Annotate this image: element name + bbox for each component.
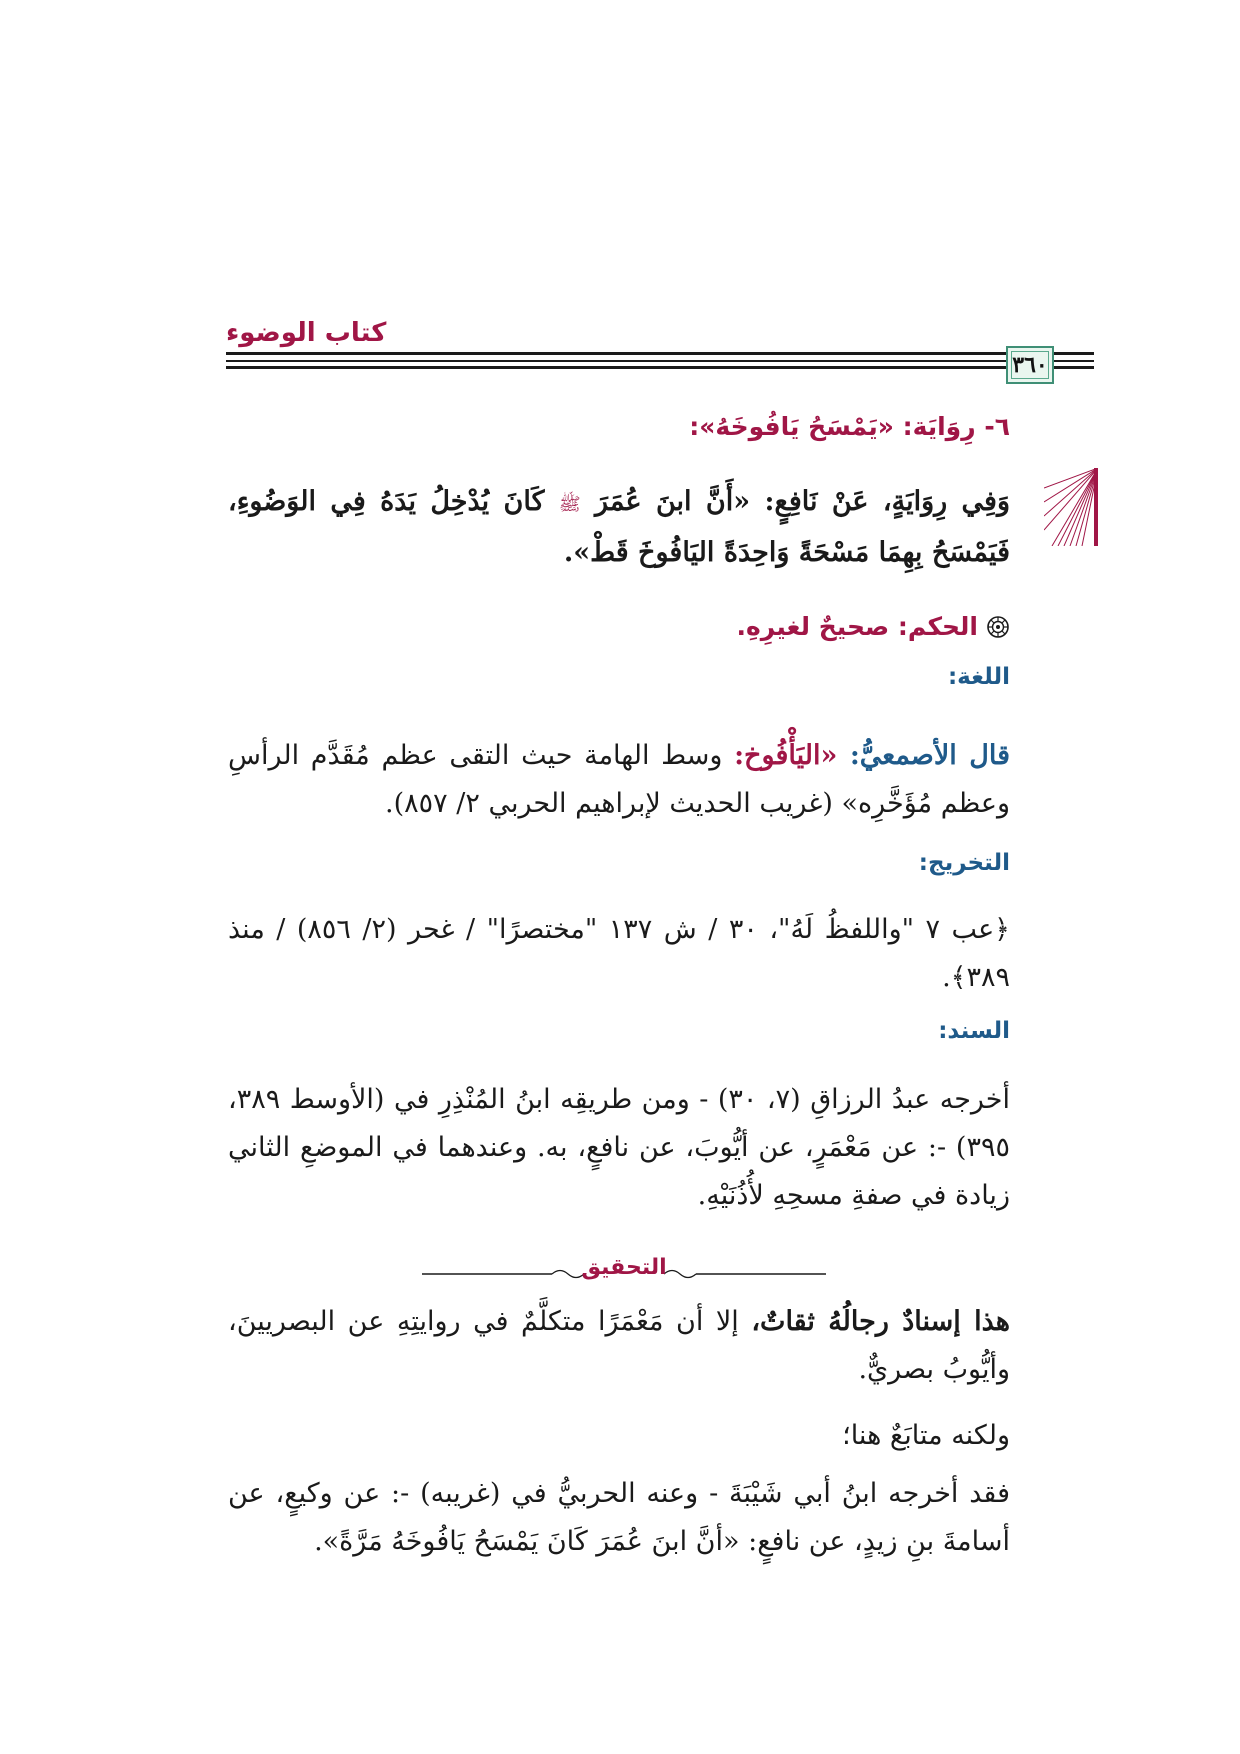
hadith-text-a: أَنَّ ابنَ عُمَرَ: [580, 486, 734, 517]
header-rule-bottom: [226, 366, 1010, 369]
ruling-line: [228, 612, 1010, 641]
takhrij-heading: التخريج:: [918, 850, 1010, 876]
header-rule-right-mid: [1050, 360, 1094, 362]
tahqiq-title: التحقيق: [581, 1255, 667, 1280]
corner-ornament-icon: [1044, 468, 1098, 546]
hadith-text-b: كَانَ يُدْخِلُ يَدَهُ فِي الوَضُوءِ، فَيَمْسَحُ بِهِمَا مَسْحَةً وَاحِدَةً اليَافُوخَ قَطْ: [228, 486, 1010, 568]
header-rule-mid: [226, 360, 1010, 362]
ruling-value: صحيحٌ لغيرِهِ.: [736, 612, 890, 641]
section-number: ٦-: [984, 412, 1010, 441]
section-heading: [228, 412, 1010, 441]
hadith-outro: ».: [563, 537, 591, 568]
tahqiq-paragraph-2: ولكنه متابَعٌ هنا؛: [842, 1420, 1010, 1451]
header-rule-right-top: [1050, 352, 1094, 355]
tahqiq-p1-rest: إلا أن مَعْمَرًا متكلَّمٌ في روايتِهِ عن البصريينَ، وأيُّوبُ بصريٌّ.: [228, 1306, 1010, 1385]
tahqiq-paragraph-1: [228, 1298, 1010, 1394]
running-header-book-title: كتاب الوضوء: [226, 318, 387, 348]
header-rule-right-bottom: [1050, 366, 1094, 369]
sanad-text: أخرجه عبدُ الرزاقِ (٧، ٣٠) - ومن طريقِه ابنُ المُنْذِرِ في (الأوسط ٣٨٩، ٣٩٥) -: عن مَعْمَرٍ، عن أيُّوبَ، عن نافعٍ، به. وعندهما في الموضعِ الثاني زيادة في صفةِ مسحِهِ لأُذُنَيْهِ.: [228, 1084, 1010, 1211]
lugha-heading: اللغة:: [947, 664, 1010, 690]
honorific-ligature: ﷺ: [558, 494, 581, 515]
section-title: رِوَايَة: «يَمْسَحُ يَافُوخَهُ»:: [689, 412, 976, 441]
page-number: ٣٦٠: [1012, 352, 1048, 378]
lugha-text: وسط الهامة حيث التقى عظم مُقَدَّم الرأسِ وعظم مُؤَخَّرِه» (غريب الحديث لإبراهيم الحربي ٢/ ٨٥٧).: [228, 740, 1010, 819]
sanad-heading: السند:: [938, 1018, 1010, 1044]
hadith-text: [228, 478, 1010, 577]
rosette-icon: [986, 615, 1010, 639]
ruling-label: الحكم:: [897, 612, 978, 641]
hadith-intro: وَفِي رِوَايَةٍ، عَنْ نَافِعٍ: «: [733, 486, 1010, 517]
header-rule-top: [226, 352, 1010, 355]
lugha-term: «اليَأْفُوخ:: [734, 740, 838, 771]
lugha-paragraph: [228, 732, 1010, 828]
tahqiq-p1-bold: هذا إسنادٌ رجالُهُ ثقاتٌ،: [751, 1306, 1010, 1337]
lugha-speaker: قال الأصمعيُّ:: [837, 740, 1011, 771]
tahqiq-paragraph-3: فقد أخرجه ابنُ أبي شَيْبَةَ - وعنه الحربيُّ في (غريبه) -: عن وكيعٍ، عن أسامةَ بنِ زيدٍ، عن نافعٍ: «أنَّ ابنَ عُمَرَ كَانَ يَمْسَحُ يَافُوخَهُ مَرَّةً».: [228, 1478, 1010, 1557]
takhrij-text: ﴿عب ٧ "واللفظُ لَهُ"، ٣٠ / ش ١٣٧ "مختصرًا" / غحر (٢/ ٨٥٦) / منذ ٣٨٩﴾.: [228, 914, 1010, 993]
page-number-frame: [1006, 346, 1054, 384]
